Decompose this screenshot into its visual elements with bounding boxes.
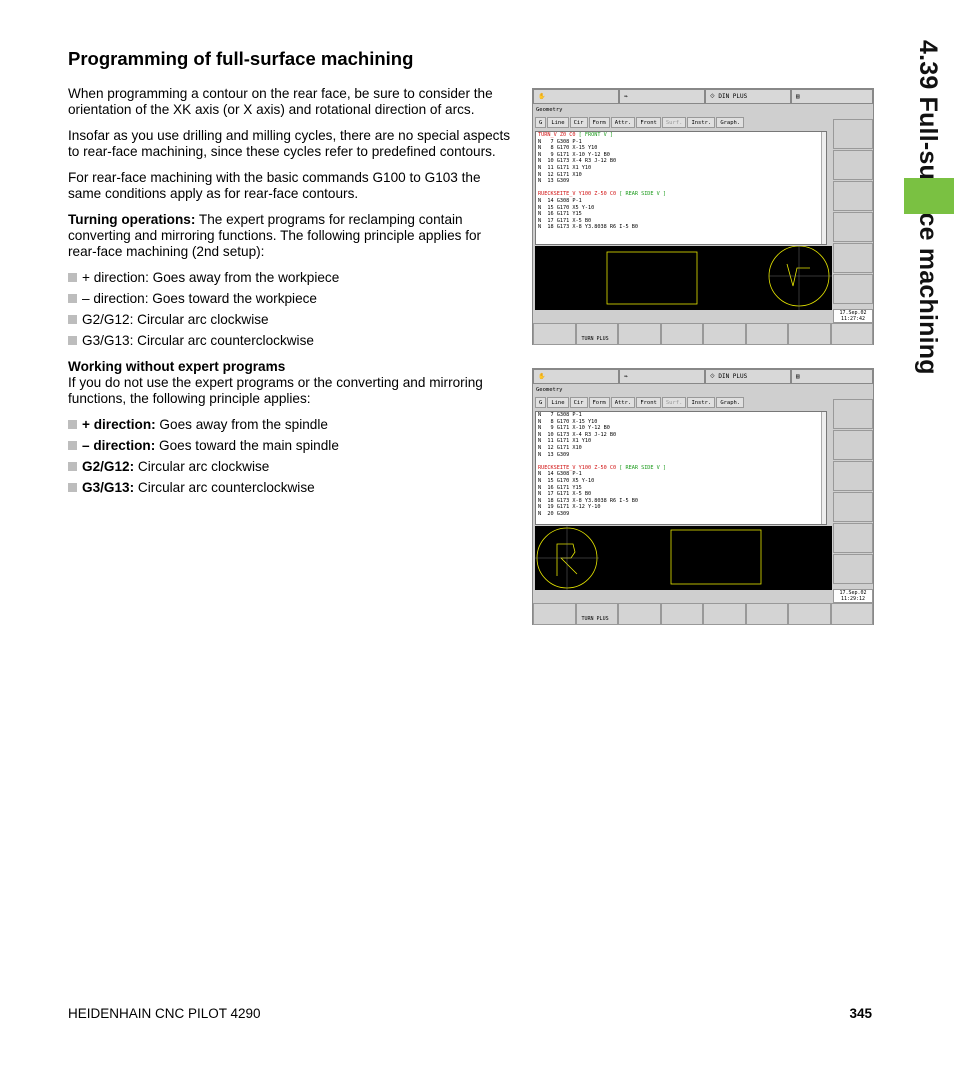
paragraph: When programming a contour on the rear face, be sure to consider the orientation of the XK axis (or X axis) and rotational direction of arcs. xyxy=(68,86,493,117)
mode-tabs xyxy=(533,89,873,105)
softkey-contour[interactable] xyxy=(831,603,874,625)
softkey-contour[interactable] xyxy=(831,323,874,345)
softkey[interactable] xyxy=(833,399,873,429)
menu-bar xyxy=(533,397,831,410)
softkey[interactable] xyxy=(833,119,873,149)
bullet-icon xyxy=(68,315,77,324)
softkey[interactable] xyxy=(833,430,873,460)
tab-machine[interactable]: ✋ xyxy=(533,369,619,384)
menu-line[interactable]: Line xyxy=(547,117,568,128)
paragraph: Insofar as you use drilling and milling cycles, there are no special aspects to rear-face machining, since these cycles refer to predefined contours. xyxy=(68,128,511,159)
status-clock: 17.Sep.02 11:27:42 xyxy=(833,309,873,323)
vertical-softkeys xyxy=(833,119,873,305)
menu-g[interactable]: G xyxy=(535,117,546,128)
menu-bar xyxy=(533,117,831,130)
program-line[interactable]: RUECKSEITE_V Y100 Z-50 C0 [ REAR SIDE V ] xyxy=(538,464,667,471)
geometry-label: Geometry xyxy=(536,387,563,393)
program-line[interactable]: TURN_V Z0 C0 [ FRONT V ] xyxy=(538,132,613,138)
program-line[interactable]: N 10 G173 X-4 R3 J-12 B0 xyxy=(538,158,617,165)
program-line[interactable]: N 18 G173 X-8 Y3.8038 R6 I-5 B0 xyxy=(538,497,638,504)
contour-graphic xyxy=(535,246,832,310)
paragraph: For rear-face machining with the basic commands G100 to G103 the same conditions apply as for rear-face contours. xyxy=(68,170,481,201)
turning-paragraph: Turning operations: The expert programs for reclamping contain converting and mirroring functions. The following principle applies for rear-face machining (2nd setup): xyxy=(68,212,482,259)
menu-cir[interactable]: Cir xyxy=(570,397,588,408)
list-item: G3/G13: Circular arc counterclockwise xyxy=(68,333,513,349)
softkey[interactable] xyxy=(833,150,873,180)
program-comment: [ REAR SIDE V ] xyxy=(619,191,667,198)
softkey-tool-right[interactable] xyxy=(703,603,746,625)
softkey-tool-left[interactable] xyxy=(661,603,704,625)
softkey-window[interactable] xyxy=(788,603,831,625)
menu-graph[interactable]: Graph. xyxy=(716,397,744,408)
menu-cir[interactable]: Cir xyxy=(570,117,588,128)
bullet-list-1 xyxy=(68,270,513,349)
softkey-tool-right[interactable] xyxy=(703,323,746,345)
program-line[interactable] xyxy=(536,458,826,465)
status-clock: 17.Sep.02 11:29:12 xyxy=(833,589,873,603)
bullet-icon xyxy=(68,420,77,429)
program-line[interactable]: N 16 G171 Y15 xyxy=(538,211,582,218)
list-item: – direction: Goes toward the workpiece xyxy=(68,291,513,307)
list-item: + direction: Goes away from the spindle xyxy=(68,417,513,433)
program-line[interactable] xyxy=(536,185,826,192)
softkey-window[interactable] xyxy=(788,323,831,345)
program-editor[interactable] xyxy=(535,411,827,525)
program-line[interactable]: N 13 G309 xyxy=(538,451,570,458)
bullet-icon xyxy=(68,294,77,303)
softkey-turn-plus[interactable]: TURN PLUS xyxy=(576,603,619,625)
program-line[interactable]: N 13 G309 xyxy=(538,178,570,185)
program-editor[interactable] xyxy=(535,131,827,245)
bullet-icon xyxy=(68,273,77,282)
paragraph: If you do not use the expert programs or the converting and mirroring functions, the following principle applies: xyxy=(68,375,483,406)
softkey[interactable] xyxy=(833,274,873,304)
geometry-label: Geometry xyxy=(536,107,563,113)
scrollbar[interactable] xyxy=(821,132,826,244)
cnc-screenshot-front xyxy=(532,88,874,345)
program-line[interactable]: N 12 G171 X10 xyxy=(538,171,582,178)
program-line[interactable]: N 19 G171 X-12 Y-10 xyxy=(538,504,601,511)
horizontal-softkeys xyxy=(533,603,873,625)
menu-instr[interactable]: Instr. xyxy=(687,117,715,128)
program-line[interactable]: N 9 G171 X-10 Y-12 B0 xyxy=(538,151,610,158)
tab-din-plus[interactable]: ⟐ DIN PLUS xyxy=(705,89,791,104)
program-line[interactable]: N 15 G170 X5 Y-10 xyxy=(538,204,595,211)
program-line[interactable]: N 14 G308 P-1 xyxy=(538,197,582,204)
graphics-window xyxy=(535,526,832,590)
program-line[interactable]: N 7 G308 P-1 xyxy=(538,412,582,418)
list-item: G2/G12: Circular arc clockwise xyxy=(68,312,513,328)
page-heading: Programming of full-surface machining xyxy=(68,48,414,69)
page-number: 345 xyxy=(849,1006,872,1021)
bullet-icon xyxy=(68,462,77,471)
menu-g[interactable]: G xyxy=(535,397,546,408)
list-item: G3/G13: Circular arc counterclockwise xyxy=(68,480,513,496)
graphics-window xyxy=(535,246,832,310)
program-line[interactable]: N 10 G173 X-4 R3 J-12 B0 xyxy=(538,431,617,438)
softkey-tool-left[interactable] xyxy=(661,323,704,345)
program-line[interactable]: N 17 G171 X-5 B0 xyxy=(538,217,592,224)
bullet-icon xyxy=(68,441,77,450)
tab-program[interactable]: ⇛ xyxy=(619,89,705,104)
program-comment: [ REAR SIDE V ] xyxy=(619,464,667,471)
program-line[interactable]: N 11 G171 X1 Y10 xyxy=(538,438,592,445)
program-line[interactable]: N 16 G171 Y15 xyxy=(538,484,582,491)
program-line[interactable]: N 9 G171 X-10 Y-12 B0 xyxy=(538,425,610,432)
tab-machine[interactable]: ✋ xyxy=(533,89,619,104)
softkey-turn-plus[interactable]: TURN PLUS xyxy=(576,323,619,345)
program-line[interactable]: N 11 G171 X1 Y10 xyxy=(538,164,592,171)
menu-surf[interactable]: Surf. xyxy=(662,117,687,128)
program-line[interactable]: N 12 G171 X10 xyxy=(538,444,582,451)
menu-form[interactable]: Form xyxy=(589,397,610,408)
menu-surf[interactable]: Surf. xyxy=(662,397,687,408)
body-text xyxy=(68,86,513,506)
program-line[interactable]: N 14 G308 P-1 xyxy=(538,471,582,478)
scrollbar[interactable] xyxy=(821,412,826,524)
list-item: + direction: Goes away from the workpiece xyxy=(68,270,513,286)
menu-graph[interactable]: Graph. xyxy=(716,117,744,128)
program-line[interactable]: N 8 G170 X-15 Y10 xyxy=(538,418,598,425)
program-line[interactable]: N 15 G170 X5 Y-10 xyxy=(538,477,595,484)
menu-form[interactable]: Form xyxy=(589,117,610,128)
softkey[interactable] xyxy=(833,523,873,553)
contour-graphic xyxy=(535,526,832,590)
menu-line[interactable]: Line xyxy=(547,397,568,408)
horizontal-softkeys xyxy=(533,323,873,345)
tab-program[interactable]: ⇛ xyxy=(619,369,705,384)
softkey[interactable] xyxy=(833,212,873,242)
cnc-screenshot-rear xyxy=(532,368,874,625)
menu-front[interactable]: Front xyxy=(636,397,661,408)
softkey[interactable] xyxy=(618,603,661,625)
program-line[interactable]: RUECKSEITE_V Y100 Z-50 C0 [ REAR SIDE V ] xyxy=(538,191,667,198)
tab-save[interactable]: ▤ xyxy=(791,89,873,104)
softkey[interactable] xyxy=(746,603,789,625)
tab-din-plus[interactable]: ⟐ DIN PLUS xyxy=(705,369,791,384)
list-item: – direction: Goes toward the main spindle xyxy=(68,438,513,454)
bullet-icon xyxy=(68,483,77,492)
program-comment: [ FRONT V ] xyxy=(578,132,613,138)
menu-instr[interactable]: Instr. xyxy=(687,397,715,408)
bullet-list-2 xyxy=(68,417,513,496)
softkey[interactable] xyxy=(833,243,873,273)
softkey[interactable] xyxy=(618,323,661,345)
program-line[interactable]: N 8 G170 X-15 Y10 xyxy=(538,145,598,152)
program-line[interactable]: N 20 G309 xyxy=(538,510,570,517)
menu-front[interactable]: Front xyxy=(636,117,661,128)
menu-attr[interactable]: Attr. xyxy=(611,117,636,128)
softkey-simulation[interactable] xyxy=(533,603,576,625)
list-item: G2/G12: Circular arc clockwise xyxy=(68,459,513,475)
softkey-simulation[interactable] xyxy=(533,323,576,345)
softkey[interactable] xyxy=(833,554,873,584)
footer-product: HEIDENHAIN CNC PILOT 4290 xyxy=(68,1006,261,1021)
mode-tabs xyxy=(533,369,873,385)
tab-save[interactable]: ▤ xyxy=(791,369,873,384)
program-line[interactable]: N 7 G308 P-1 xyxy=(538,138,582,145)
bullet-icon xyxy=(68,336,77,345)
program-line[interactable]: N 17 G171 X-5 B0 xyxy=(538,491,592,498)
softkey[interactable] xyxy=(746,323,789,345)
softkey[interactable] xyxy=(833,492,873,522)
program-line[interactable]: N 18 G173 X-8 Y3.8038 R6 I-5 B0 xyxy=(538,224,638,231)
softkey[interactable] xyxy=(833,461,873,491)
vertical-softkeys xyxy=(833,399,873,585)
subheading: Working without expert programs xyxy=(68,359,286,374)
chapter-tab-marker xyxy=(904,178,954,214)
softkey[interactable] xyxy=(833,181,873,211)
menu-attr[interactable]: Attr. xyxy=(611,397,636,408)
